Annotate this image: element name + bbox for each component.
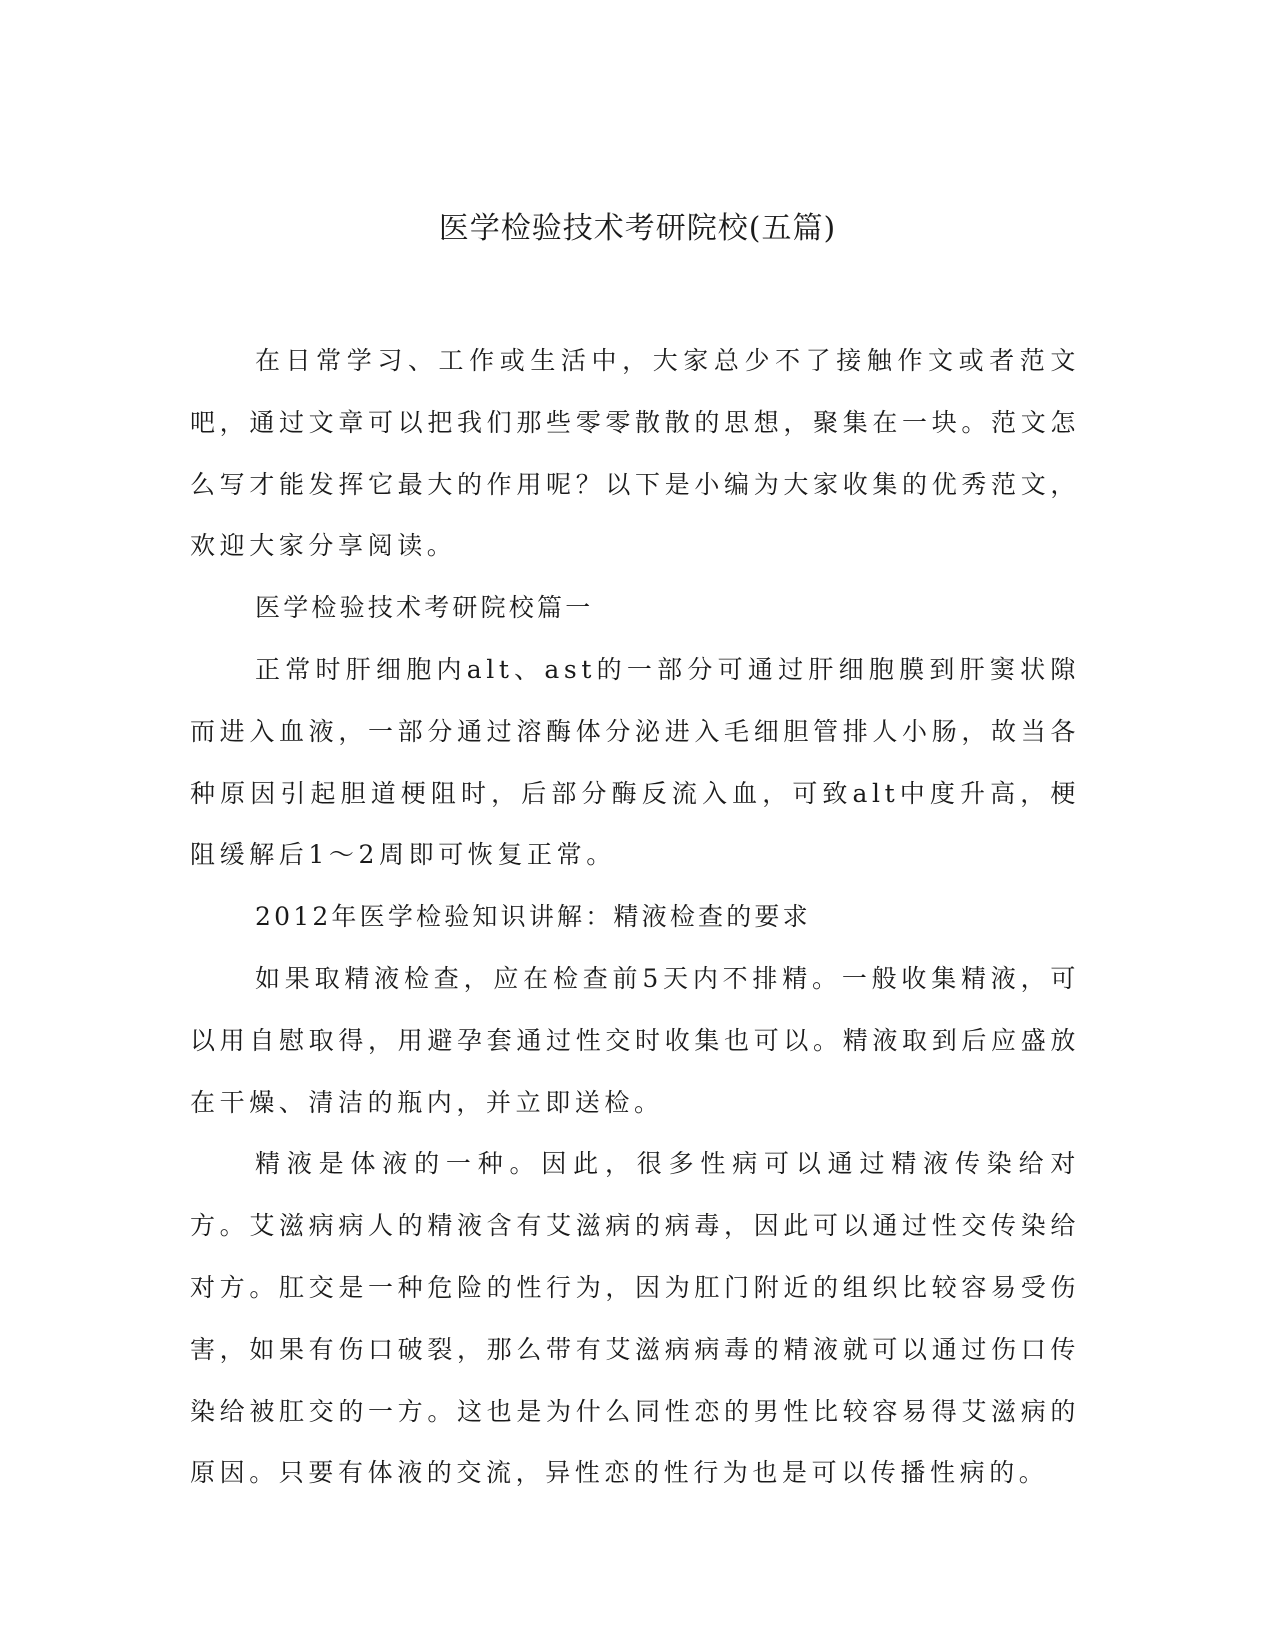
document-title: 医学检验技术考研院校(五篇) bbox=[438, 211, 837, 246]
section-heading-2: 2012年医学检验知识讲解：精液检查的要求 bbox=[255, 902, 811, 932]
body-paragraph: 如果取精液检查，应在检查前5天内不排精。一般收集精液，可以用自慰取得，用避孕套通过性交时收集也可以。精液取到后应盛放在干燥、清洁的瓶内，并立即送检。 bbox=[190, 963, 1080, 1117]
document-body bbox=[190, 330, 1080, 1504]
body-paragraph: 正常时肝细胞内alt、ast的一部分可通过肝细胞膜到肝窦状隙而进入血液，一部分通过溶酶体分泌进入毛细胆管排人小肠，故当各种原因引起胆道梗阻时，后部分酶反流入血，可致alt中度升高，梗阻缓解后1～2周即可恢复正常。 bbox=[190, 654, 1080, 870]
intro-paragraph: 在日常学习、工作或生活中，大家总少不了接触作文或者范文吧，通过文章可以把我们那些零零散散的思想，聚集在一块。范文怎么写才能发挥它最大的作用呢？以下是小编为大家收集的优秀范文，欢迎大家分享阅读。 bbox=[190, 346, 1080, 561]
section-heading-1: 医学检验技术考研院校篇一 bbox=[255, 593, 594, 623]
body-paragraph: 精液是体液的一种。因此，很多性病可以通过精液传染给对方。艾滋病病人的精液含有艾滋病的病毒，因此可以通过性交传染给对方。肛交是一种危险的性行为，因为肛门附近的组织比较容易受伤害，如果有伤口破裂，那么带有艾滋病病毒的精液就可以通过伤口传染给被肛交的一方。这也是为什么同性恋的男性比较容易得艾滋病的原因。只要有体液的交流，异性恋的性行为也是可以传播性病的。 bbox=[190, 1149, 1080, 1488]
